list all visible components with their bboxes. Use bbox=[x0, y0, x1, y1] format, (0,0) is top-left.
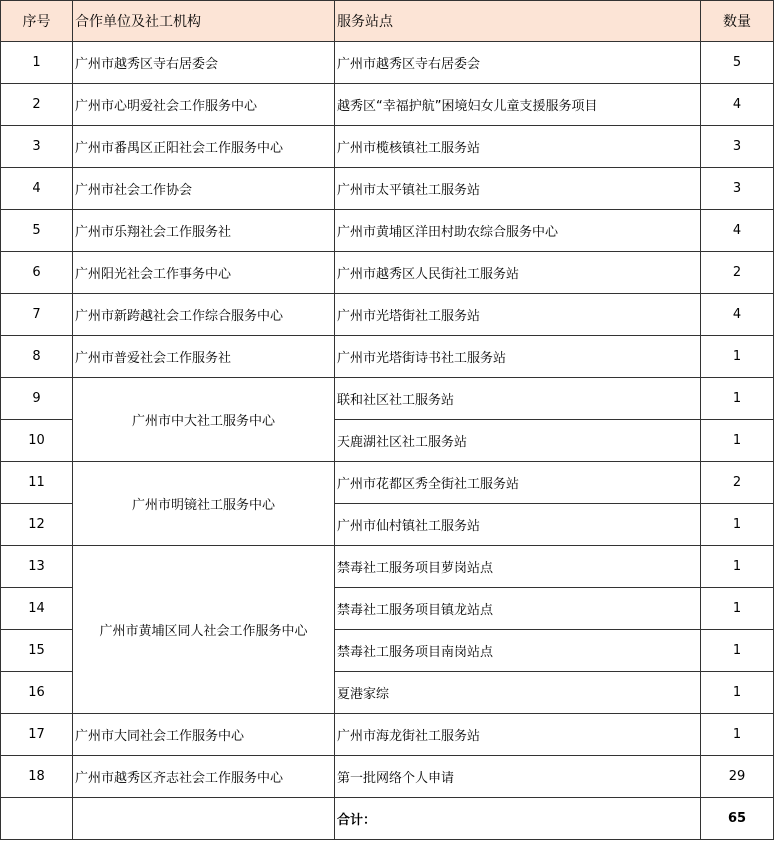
header-seq: 序号 bbox=[1, 1, 73, 42]
seq-cell: 5 bbox=[1, 210, 73, 252]
org-cell: 广州市乐翔社会工作服务社 bbox=[73, 210, 335, 252]
seq-cell: 14 bbox=[1, 588, 73, 630]
org-cell-merged: 广州市中大社工服务中心 bbox=[73, 378, 335, 462]
seq-cell: 4 bbox=[1, 168, 73, 210]
station-cell: 联和社区社工服务站 bbox=[335, 378, 701, 420]
org-cell: 广州市越秀区齐志社会工作服务中心 bbox=[73, 756, 335, 798]
station-cell: 广州市越秀区人民街社工服务站 bbox=[335, 252, 701, 294]
total-label: 合计： bbox=[335, 798, 701, 840]
table-row bbox=[1, 168, 774, 210]
seq-cell: 13 bbox=[1, 546, 73, 588]
count-cell: 1 bbox=[701, 504, 774, 546]
station-cell: 夏港家综 bbox=[335, 672, 701, 714]
count-cell: 4 bbox=[701, 294, 774, 336]
station-cell: 禁毒社工服务项目南岗站点 bbox=[335, 630, 701, 672]
count-cell: 1 bbox=[701, 420, 774, 462]
table-row bbox=[1, 462, 774, 504]
seq-cell: 10 bbox=[1, 420, 73, 462]
org-cell-merged: 广州市黄埔区同人社会工作服务中心 bbox=[73, 546, 335, 714]
header-row bbox=[1, 1, 774, 42]
count-cell: 1 bbox=[701, 336, 774, 378]
station-cell: 广州市花都区秀全街社工服务站 bbox=[335, 462, 701, 504]
seq-cell: 3 bbox=[1, 126, 73, 168]
seq-cell: 1 bbox=[1, 42, 73, 84]
seq-cell: 7 bbox=[1, 294, 73, 336]
station-cell: 禁毒社工服务项目萝岗站点 bbox=[335, 546, 701, 588]
count-cell: 1 bbox=[701, 630, 774, 672]
table-row bbox=[1, 252, 774, 294]
station-cell: 广州市仙村镇社工服务站 bbox=[335, 504, 701, 546]
org-cell: 广州市普爱社会工作服务社 bbox=[73, 336, 335, 378]
station-cell: 广州市榄核镇社工服务站 bbox=[335, 126, 701, 168]
seq-cell: 18 bbox=[1, 756, 73, 798]
count-cell: 29 bbox=[701, 756, 774, 798]
table-row bbox=[1, 546, 774, 588]
count-cell: 3 bbox=[701, 168, 774, 210]
org-cell: 广州阳光社会工作事务中心 bbox=[73, 252, 335, 294]
count-cell: 2 bbox=[701, 252, 774, 294]
station-cell: 广州市光塔街诗书社工服务站 bbox=[335, 336, 701, 378]
count-cell: 1 bbox=[701, 378, 774, 420]
org-cell-merged: 广州市明镜社工服务中心 bbox=[73, 462, 335, 546]
table-row bbox=[1, 756, 774, 798]
org-cell: 广州市新跨越社会工作综合服务中心 bbox=[73, 294, 335, 336]
seq-cell: 6 bbox=[1, 252, 73, 294]
table-row bbox=[1, 210, 774, 252]
station-cell: 第一批网络个人申请 bbox=[335, 756, 701, 798]
count-cell: 2 bbox=[701, 462, 774, 504]
table-row bbox=[1, 714, 774, 756]
count-cell: 5 bbox=[701, 42, 774, 84]
station-cell: 广州市太平镇社工服务站 bbox=[335, 168, 701, 210]
count-cell: 1 bbox=[701, 546, 774, 588]
count-cell: 4 bbox=[701, 84, 774, 126]
total-row bbox=[1, 798, 774, 840]
station-cell: 广州市越秀区寺右居委会 bbox=[335, 42, 701, 84]
total-empty-seq bbox=[1, 798, 73, 840]
org-cell: 广州市大同社会工作服务中心 bbox=[73, 714, 335, 756]
seq-cell: 16 bbox=[1, 672, 73, 714]
seq-cell: 15 bbox=[1, 630, 73, 672]
seq-cell: 9 bbox=[1, 378, 73, 420]
count-cell: 4 bbox=[701, 210, 774, 252]
org-cell: 广州市社会工作协会 bbox=[73, 168, 335, 210]
header-station: 服务站点 bbox=[335, 1, 701, 42]
seq-cell: 2 bbox=[1, 84, 73, 126]
table-row bbox=[1, 336, 774, 378]
total-value: 65 bbox=[701, 798, 774, 840]
count-cell: 1 bbox=[701, 588, 774, 630]
seq-cell: 17 bbox=[1, 714, 73, 756]
seq-cell: 8 bbox=[1, 336, 73, 378]
station-cell: 越秀区“幸福护航”困境妇女儿童支援服务项目 bbox=[335, 84, 701, 126]
station-cell: 禁毒社工服务项目镇龙站点 bbox=[335, 588, 701, 630]
org-cell: 广州市番禺区正阳社会工作服务中心 bbox=[73, 126, 335, 168]
table-row bbox=[1, 84, 774, 126]
total-empty-org bbox=[73, 798, 335, 840]
count-cell: 1 bbox=[701, 672, 774, 714]
seq-cell: 12 bbox=[1, 504, 73, 546]
seq-cell: 11 bbox=[1, 462, 73, 504]
table-row bbox=[1, 378, 774, 420]
org-cell: 广州市越秀区寺右居委会 bbox=[73, 42, 335, 84]
count-cell: 1 bbox=[701, 714, 774, 756]
org-cell: 广州市心明爱社会工作服务中心 bbox=[73, 84, 335, 126]
table-row bbox=[1, 294, 774, 336]
station-cell: 广州市光塔街社工服务站 bbox=[335, 294, 701, 336]
header-org: 合作单位及社工机构 bbox=[73, 1, 335, 42]
table-row bbox=[1, 126, 774, 168]
count-cell: 3 bbox=[701, 126, 774, 168]
station-cell: 天鹿湖社区社工服务站 bbox=[335, 420, 701, 462]
table-row bbox=[1, 42, 774, 84]
station-cell: 广州市海龙街社工服务站 bbox=[335, 714, 701, 756]
station-cell: 广州市黄埔区洋田村助农综合服务中心 bbox=[335, 210, 701, 252]
header-count: 数量 bbox=[701, 1, 774, 42]
